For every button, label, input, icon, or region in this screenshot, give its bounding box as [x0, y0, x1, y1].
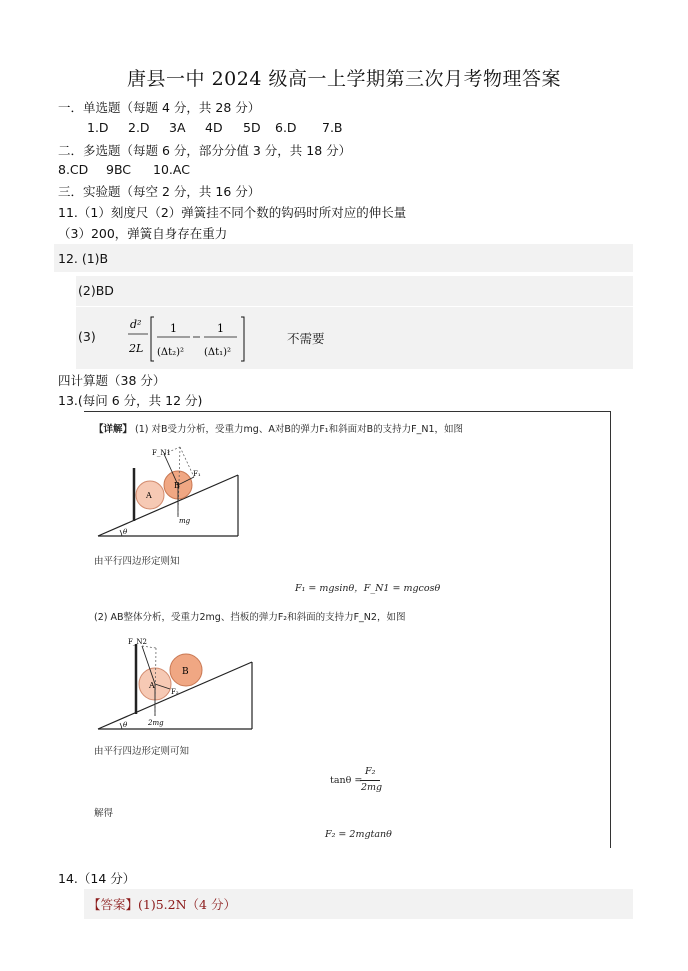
- section1-answer: 2.D: [128, 120, 150, 135]
- fig1-theta-label: θ: [123, 528, 128, 536]
- section1-answer: 4D: [205, 120, 223, 135]
- page-title: 唐县一中 2024 级高一上学期第三次月考物理答案: [127, 68, 561, 90]
- q12-part2: (2)BD: [78, 283, 114, 298]
- fig2-mg-label: 2mg: [148, 719, 164, 727]
- solution-p5: 解得: [94, 808, 114, 819]
- formula-den: 2L: [129, 342, 144, 355]
- section2-heading: 二．多选题（每题 6 分，部分分值 3 分，共 18 分）: [58, 143, 352, 158]
- section1-answer: 5D: [243, 120, 261, 135]
- q12-row-2: [76, 276, 633, 306]
- fig2-theta-label: θ: [123, 721, 128, 729]
- figure-2: [96, 632, 256, 732]
- section4-heading: 四计算题（38 分）: [58, 373, 166, 388]
- q14-answer-text: (1)5.2N（4 分）: [138, 897, 236, 912]
- section2-answer: 10.AC: [153, 162, 190, 177]
- solution-eq2-fraction-bar: [360, 780, 380, 781]
- q11-line1: 11.（1）刻度尺（2）弹簧挂不同个数的钩码时所对应的伸长量: [58, 205, 407, 220]
- formula-one: 1: [170, 322, 177, 335]
- fig1-mg-label: mg: [179, 517, 191, 525]
- formula-t1: (Δt₁)²: [204, 347, 232, 358]
- section1-answer: 6.D: [275, 120, 297, 135]
- section1-answer: 1.D: [87, 120, 109, 135]
- section3-heading: 三．实验题（每空 2 分，共 16 分）: [58, 184, 261, 199]
- section1-answer: 3A: [169, 120, 186, 135]
- fig2-a-label: A: [149, 681, 155, 690]
- formula-one: 1: [217, 322, 224, 335]
- formula-t2: (Δt₂)²: [157, 347, 185, 358]
- fig1-b-label: B: [174, 481, 180, 490]
- q13-heading: 13.(每问 6 分，共 12 分): [58, 393, 203, 408]
- q12-formula: [124, 312, 264, 366]
- section1-answer: 7.B: [322, 120, 343, 135]
- solution-eq2-left: tanθ =: [330, 775, 363, 786]
- q11-line2: （3）200，弹簧自身存在重力: [58, 226, 228, 241]
- section1-heading: 一．单选题（每题 4 分，共 28 分）: [58, 100, 261, 115]
- q14-answer-tag: 【答案】: [88, 897, 139, 912]
- solution-tag: 【详解】: [94, 424, 133, 435]
- q12-part3-note: 不需要: [287, 331, 325, 346]
- fig2-b-label: B: [182, 667, 189, 677]
- q12-part3-label: (3): [78, 329, 96, 344]
- solution-eq1: F₁ = mgsinθ，F_N1 = mgcosθ: [295, 583, 441, 594]
- solution-p1: [94, 421, 463, 435]
- q14-heading: 14.（14 分）: [58, 871, 136, 886]
- solution-p1-text: (1) 对B受力分析，受重力mg、A对B的弹力F₁和斜面对B的支持力F_N1，如图: [135, 424, 463, 435]
- solution-eq2-den: 2mg: [361, 782, 383, 793]
- figure-1: [96, 443, 246, 541]
- section2-answer: 9BC: [106, 162, 132, 177]
- formula-num: d²: [130, 318, 142, 331]
- section2-answer: 8.CD: [58, 162, 89, 177]
- solution-p2: 由平行四边形定则知: [94, 556, 180, 567]
- solution-eq2-num: F₂: [365, 766, 376, 777]
- solution-p4: 由平行四边形定则可知: [94, 746, 190, 757]
- q14-answer: [88, 895, 236, 913]
- fig2-f2-label: F₂: [171, 688, 179, 696]
- q12-part1: 12. (1)B: [58, 251, 109, 266]
- fig1-a-label: A: [146, 491, 152, 500]
- q12-row-1: [54, 244, 633, 272]
- fig1-fn-label: F_N1: [152, 449, 171, 457]
- fig2-fn-label: F_N2: [128, 638, 147, 646]
- solution-eq3: F₂ = 2mgtanθ: [325, 829, 392, 840]
- solution-p3: (2) AB整体分析，受重力2mg、挡板的弹力F₂和斜面的支持力F_N2，如图: [94, 612, 406, 623]
- fig1-f1-label: F₁: [193, 470, 201, 478]
